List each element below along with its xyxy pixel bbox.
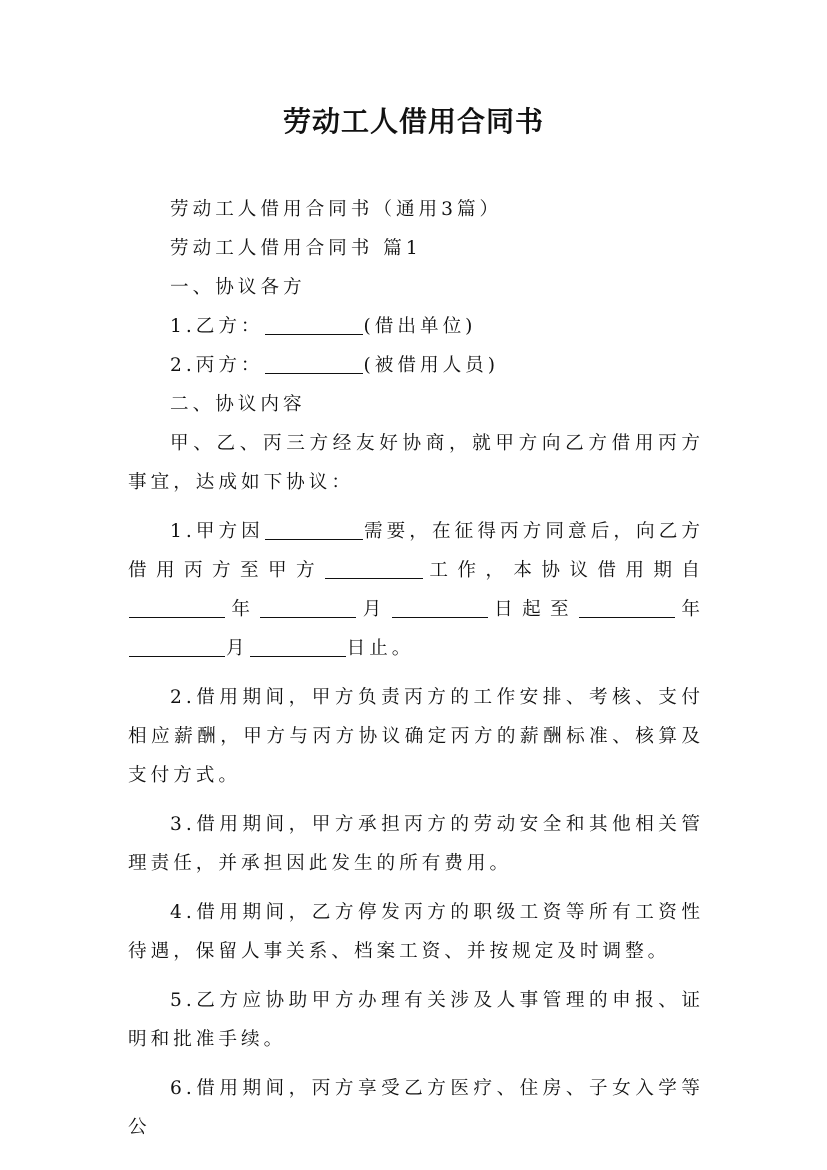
clause-1-paragraph	[128, 512, 704, 668]
clause-1-blank-start-month	[260, 598, 356, 618]
clause-1-text-b: 需要，在征得丙方同意后，向乙方借用丙方至甲方	[128, 521, 704, 581]
party-c-label: 2.丙方：	[170, 355, 264, 376]
section-heading-parties: 一、协议各方	[170, 277, 306, 298]
intro-paragraph: 甲、乙、丙三方经友好协商，就甲方向乙方借用丙方事宜，达成如下协议：	[128, 433, 704, 493]
clause-1-blank-position	[325, 559, 423, 579]
clause-2-paragraph: 2.借用期间，甲方负责丙方的工作安排、考核、支付相应薪酬，甲方与丙方协议确定丙方的薪酬标准、核算及支付方式。	[128, 687, 704, 786]
party-b-note: (借出单位)	[363, 316, 477, 337]
party-c-blank	[265, 354, 363, 374]
clause-1-blank-end-day	[250, 637, 346, 657]
clause-4-paragraph: 4.借用期间，乙方停发丙方的职级工资等所有工资性待遇，保留人事关系、档案工资、并按规定及时调整。	[128, 902, 704, 962]
party-c-line	[128, 346, 704, 385]
party-b-blank	[265, 315, 363, 335]
clause-1-blank-reason	[265, 520, 363, 540]
clause-3-paragraph: 3.借用期间，甲方承担丙方的劳动安全和其他相关管理责任，并承担因此发生的所有费用。	[128, 814, 704, 874]
clause-1-blank-end-month	[129, 637, 225, 657]
party-b-label: 1.乙方：	[170, 316, 264, 337]
clause-1-text-h: 月	[226, 638, 249, 659]
clause-1-text-f: 日起至	[488, 599, 579, 620]
document-title: 劳动工人借用合同书	[282, 105, 544, 138]
clause-1-blank-start-year-num	[129, 598, 225, 618]
subtitle-line: 劳动工人借用合同书（通用3篇）	[170, 199, 503, 220]
clause-1-text-d: 年	[226, 599, 260, 620]
clause-1-text-i: 日止。	[346, 638, 415, 659]
clause-1-blank-start-day	[392, 598, 488, 618]
document-body	[128, 190, 704, 1157]
clause-1-text-g: 年	[676, 599, 704, 620]
clause-1-blank-end-year	[579, 598, 675, 618]
party-b-line	[128, 307, 704, 346]
clause-6-paragraph: 6.借用期间，丙方享受乙方医疗、住房、子女入学等公	[128, 1078, 704, 1138]
article-heading: 劳动工人借用合同书 篇1	[170, 238, 422, 259]
clause-1-text-a: 1.甲方因	[170, 521, 264, 542]
party-c-note: (被借用人员)	[363, 355, 500, 376]
clause-1-text-c: 工作，本协议借用期自	[424, 560, 704, 581]
clause-1-text-e: 月	[357, 599, 391, 620]
clause-5-paragraph: 5.乙方应协助甲方办理有关涉及人事管理的申报、证明和批准手续。	[128, 990, 704, 1050]
section-heading-content: 二、协议内容	[170, 394, 306, 415]
